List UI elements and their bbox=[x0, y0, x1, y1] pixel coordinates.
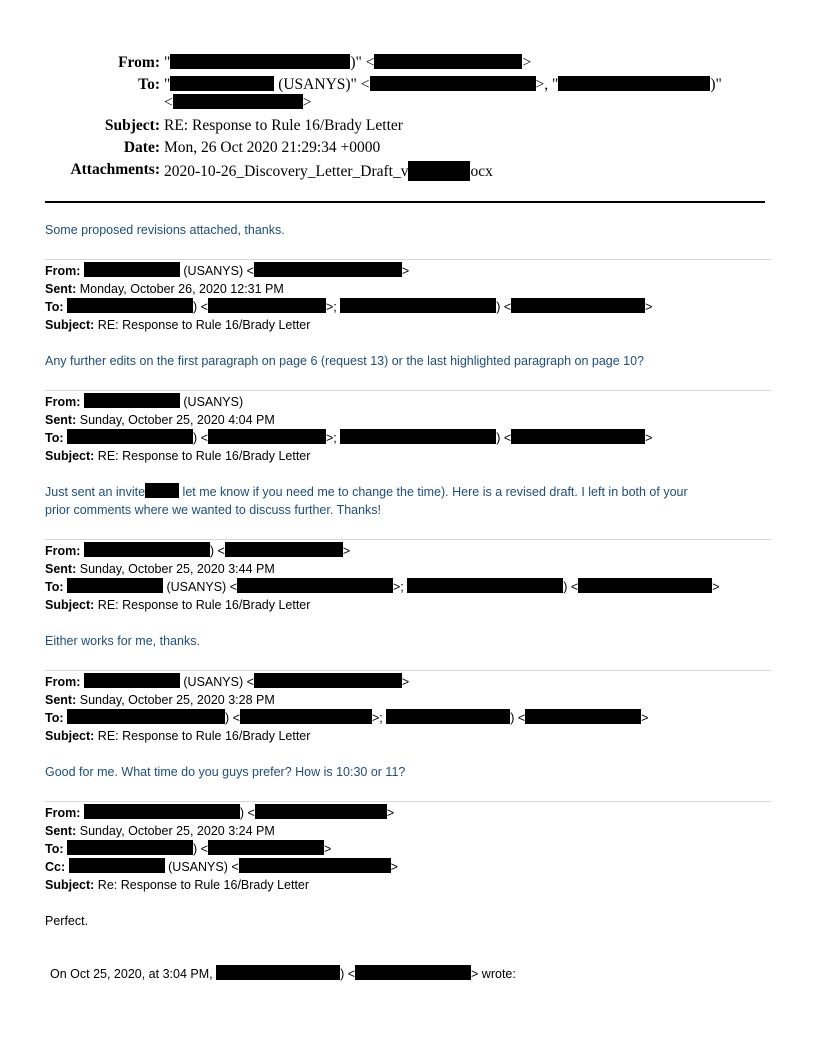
redaction bbox=[84, 262, 180, 277]
redaction bbox=[69, 858, 165, 873]
attachments-label: Attachments: bbox=[70, 161, 160, 178]
to-value: " (USANYS)" < >, " )" bbox=[164, 76, 722, 93]
divider bbox=[45, 801, 771, 802]
email-1-subject: Subject: RE: Response to Rule 16/Brady Letter bbox=[45, 318, 311, 332]
email-4-body: Good for me. What time do you guys prefer? How is 10:30 or 11? bbox=[45, 765, 406, 779]
email-4-to: To: ) < >; ) < > bbox=[45, 711, 649, 725]
redaction bbox=[173, 94, 303, 109]
divider bbox=[45, 670, 771, 671]
attachment-name-end: ocx bbox=[470, 163, 493, 180]
email-5-to: To: ) < > bbox=[45, 842, 332, 856]
date-value: Mon, 26 Oct 2020 21:29:34 +0000 bbox=[164, 139, 381, 156]
subject-value: RE: Response to Rule 16/Brady Letter bbox=[164, 117, 403, 134]
redaction bbox=[355, 965, 471, 980]
redaction bbox=[216, 965, 340, 980]
redaction bbox=[525, 709, 641, 724]
email-3-subject: Subject: RE: Response to Rule 16/Brady Letter bbox=[45, 598, 311, 612]
date-label: Date: bbox=[123, 139, 160, 156]
redaction bbox=[84, 673, 180, 688]
email-2-from: From: (USANYS) bbox=[45, 395, 244, 409]
redaction bbox=[67, 298, 193, 313]
email-2-to: To: ) < >; ) < > bbox=[45, 431, 653, 445]
email-2-body-line1: Just sent an invite let me know if you need me to change the time). Here is a revised draft. I left in both of your bbox=[45, 485, 688, 499]
redaction bbox=[386, 709, 510, 724]
to-value-cont: < > bbox=[164, 94, 312, 111]
email-3-from: From: ) < > bbox=[45, 544, 351, 558]
email-5-cc: Cc: (USANYS) < > bbox=[45, 860, 398, 874]
redaction bbox=[254, 673, 402, 688]
subject-label: Subject: bbox=[104, 117, 160, 134]
email-4-sent: Sent: Sunday, October 25, 2020 3:28 PM bbox=[45, 693, 275, 707]
divider bbox=[45, 259, 771, 260]
redaction bbox=[225, 542, 343, 557]
email-1-to: To: ) < >; ) < > bbox=[45, 300, 653, 314]
email-5-subject: Subject: Re: Response to Rule 16/Brady Letter bbox=[45, 878, 310, 892]
email-2-subject: Subject: RE: Response to Rule 16/Brady Letter bbox=[45, 449, 311, 463]
email-5-body: Perfect. bbox=[45, 914, 89, 928]
quote-line: On Oct 25, 2020, at 3:04 PM, ) < > wrote: bbox=[50, 967, 516, 981]
redaction bbox=[578, 578, 712, 593]
redaction bbox=[340, 298, 496, 313]
redaction bbox=[511, 429, 645, 444]
redaction bbox=[511, 298, 645, 313]
redaction bbox=[67, 429, 193, 444]
top-message: Some proposed revisions attached, thanks. bbox=[45, 223, 285, 237]
redaction bbox=[240, 709, 372, 724]
redaction bbox=[558, 76, 710, 91]
redaction bbox=[408, 161, 470, 181]
to-label: To: bbox=[138, 76, 160, 93]
from-label: From: bbox=[118, 54, 160, 71]
redaction bbox=[67, 709, 225, 724]
email-2-body-line2: prior comments where we wanted to discuss further. Thanks! bbox=[45, 503, 382, 517]
email-5-sent: Sent: Sunday, October 25, 2020 3:24 PM bbox=[45, 824, 275, 838]
redaction bbox=[84, 542, 210, 557]
redaction bbox=[145, 483, 179, 498]
redaction bbox=[208, 429, 326, 444]
redaction bbox=[237, 578, 393, 593]
redaction bbox=[67, 578, 163, 593]
header-divider bbox=[45, 201, 765, 203]
email-4-from: From: (USANYS) < > bbox=[45, 675, 410, 689]
divider bbox=[45, 539, 771, 540]
redaction bbox=[208, 840, 324, 855]
attachment-name-start: 2020-10-26_Discovery_Letter_Draft_v bbox=[164, 163, 409, 180]
email-2-sent: Sent: Sunday, October 25, 2020 4:04 PM bbox=[45, 413, 275, 427]
redaction bbox=[255, 804, 387, 819]
redaction bbox=[208, 298, 326, 313]
redaction bbox=[84, 393, 180, 408]
redaction bbox=[370, 76, 536, 91]
email-3-sent: Sent: Sunday, October 25, 2020 3:44 PM bbox=[45, 562, 275, 576]
email-3-to: To: (USANYS) < >; ) < > bbox=[45, 580, 720, 594]
redaction bbox=[170, 76, 274, 91]
email-5-from: From: ) < > bbox=[45, 806, 395, 820]
redaction bbox=[170, 54, 350, 69]
email-3-body: Either works for me, thanks. bbox=[45, 634, 200, 648]
redaction bbox=[374, 54, 522, 69]
org-text: (USANYS) bbox=[278, 76, 351, 93]
email-1-sent: Sent: Monday, October 26, 2020 12:31 PM bbox=[45, 282, 284, 296]
from-value: " )" < > bbox=[164, 54, 532, 71]
email-4-subject: Subject: RE: Response to Rule 16/Brady Letter bbox=[45, 729, 311, 743]
divider bbox=[45, 390, 771, 391]
email-1-body: Any further edits on the first paragraph on page 6 (request 13) or the last highlighted paragraph on page 10? bbox=[45, 354, 645, 368]
redaction bbox=[407, 578, 563, 593]
redaction bbox=[254, 262, 402, 277]
redaction bbox=[340, 429, 496, 444]
redaction bbox=[239, 858, 391, 873]
attachment-link[interactable] bbox=[164, 161, 493, 181]
redaction bbox=[67, 840, 193, 855]
email-1-from: From: (USANYS) < > bbox=[45, 264, 410, 278]
redaction bbox=[84, 804, 240, 819]
